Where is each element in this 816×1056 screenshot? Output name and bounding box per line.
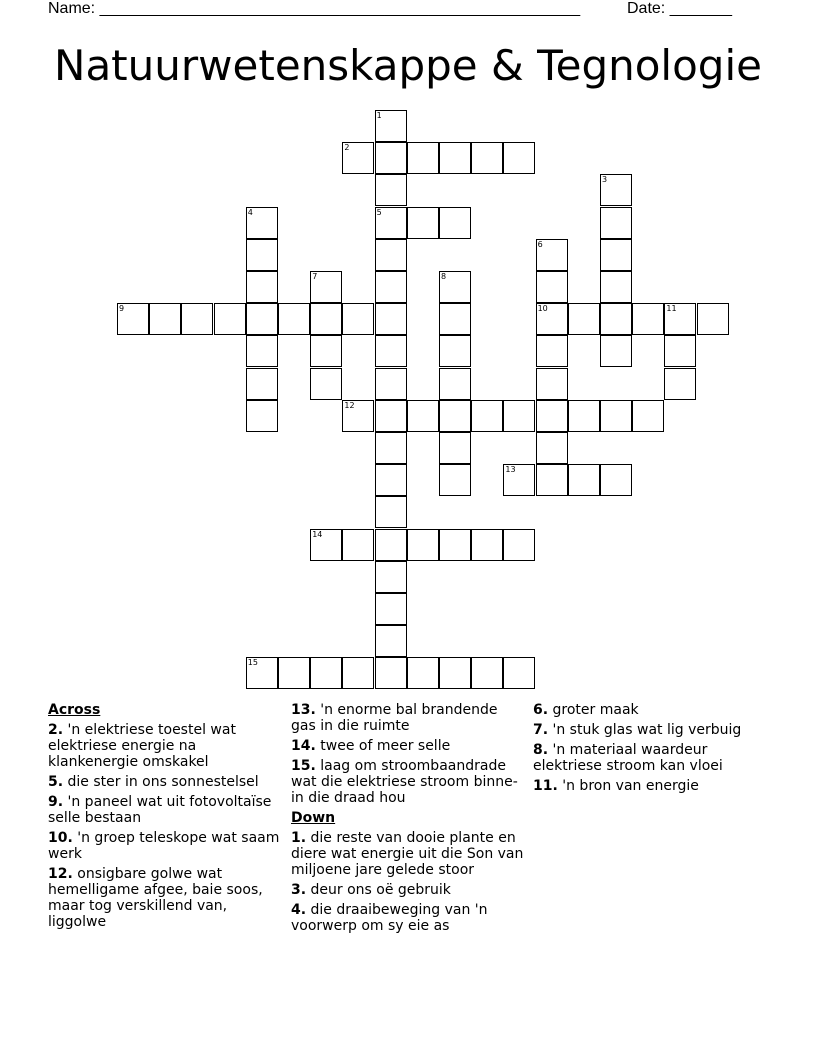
crossword-cell[interactable] [664,335,696,367]
crossword-cell[interactable] [375,400,407,432]
crossword-cell[interactable] [407,207,439,239]
clues-column-3 [533,702,773,798]
clue-number-6: 6 [537,239,543,249]
crossword-cell[interactable] [568,303,600,335]
crossword-cell[interactable] [503,142,535,174]
clue-across-5: 5. die ster in ons sonnestelsel [48,774,259,790]
crossword-cell[interactable] [536,271,568,303]
crossword-cell[interactable] [503,400,535,432]
crossword-cell[interactable] [471,657,503,689]
crossword-cell[interactable] [568,400,600,432]
clue-number-4: 4 [247,207,253,217]
crossword-cell[interactable] [246,335,278,367]
clue-across-9: 9. 'n paneel wat uit fotovoltaïse selle bestaan [48,794,272,826]
crossword-cell[interactable] [342,657,374,689]
crossword-cell[interactable] [664,368,696,400]
crossword-cell[interactable] [600,400,632,432]
crossword-cell[interactable] [536,400,568,432]
crossword-cell[interactable] [600,303,632,335]
crossword-cell[interactable] [310,657,342,689]
crossword-cell[interactable] [407,400,439,432]
across-heading: Across [48,702,101,718]
crossword-cell[interactable] [471,529,503,561]
name-field[interactable]: Name: ______________________________________________________ [48,0,581,17]
crossword-cell[interactable] [632,400,664,432]
clue-down-8: 8. 'n materiaal waardeur elektriese stroom kan vloei [533,742,723,774]
clue-number-12: 12 [344,400,355,410]
crossword-cell[interactable] [568,464,600,496]
clue-down-3: 3. deur ons oë gebruik [291,882,451,898]
crossword-cell[interactable] [471,400,503,432]
crossword-cell[interactable] [600,271,632,303]
crossword-cell[interactable] [246,400,278,432]
crossword-cell[interactable] [375,303,407,335]
crossword-cell[interactable] [536,368,568,400]
crossword-cell[interactable] [439,368,471,400]
down-heading: Down [291,810,336,826]
crossword-cell[interactable] [375,625,407,657]
clue-number-5: 5 [376,207,382,217]
crossword-cell[interactable] [600,335,632,367]
clue-across-10: 10. 'n groep teleskope wat saam werk [48,830,280,862]
crossword-cell[interactable] [375,368,407,400]
crossword-cell[interactable] [600,464,632,496]
crossword-cell[interactable] [310,335,342,367]
crossword-cell[interactable] [536,432,568,464]
clue-down-7: 7. 'n stuk glas wat lig verbuig [533,722,742,738]
crossword-cell[interactable] [278,657,310,689]
crossword-cell[interactable] [375,593,407,625]
clue-across-15: 15. laag om stroombaandrade wat die elektriese stroom binne-in die draad hou [291,758,518,806]
crossword-cell[interactable] [342,303,374,335]
crossword-cell[interactable] [375,174,407,206]
crossword-cell[interactable] [439,303,471,335]
date-field[interactable]: Date: _______ [627,0,732,17]
crossword-cell[interactable] [439,432,471,464]
clue-across-12: 12. onsigbare golwe wat hemelligame afgee, baie soos, maar tog verskillend van, liggolwe [48,866,263,930]
clues-column-2 [291,702,526,938]
crossword-cell[interactable] [439,657,471,689]
crossword-cell[interactable] [375,335,407,367]
crossword-cell[interactable] [246,271,278,303]
crossword-cell[interactable] [278,303,310,335]
crossword-cell[interactable] [310,303,342,335]
crossword-cell[interactable] [342,529,374,561]
crossword-cell[interactable] [246,239,278,271]
crossword-cell[interactable] [536,464,568,496]
page-title: Natuurwetenskappe & Tegnologie [54,41,762,90]
clue-number-8: 8 [441,272,447,281]
clue-down-4: 4. die draaibeweging van 'n voorwerp om sy eie as [291,902,488,934]
clue-down-1: 1. die reste van dooie plante en diere wat energie uit die Son van miljoene jare gelede stoor [291,830,524,878]
crossword-cell[interactable] [471,142,503,174]
clue-number-13: 13 [505,465,516,475]
crossword-cell[interactable] [214,303,246,335]
crossword-cell[interactable] [375,142,407,174]
crossword-cell[interactable] [375,496,407,528]
clue-down-6: 6. groter maak [533,702,639,718]
crossword-cell[interactable] [375,239,407,271]
clue-across-14: 14. twee of meer selle [291,738,451,754]
crossword-cell[interactable] [246,303,278,335]
crossword-cell[interactable] [439,400,471,432]
crossword-cell[interactable] [600,239,632,271]
crossword-cell[interactable] [503,529,535,561]
crossword-cell[interactable] [375,464,407,496]
crossword-cell[interactable] [149,303,181,335]
clue-number-7: 7 [312,272,318,281]
crossword-cell[interactable] [407,657,439,689]
crossword-cell[interactable] [246,368,278,400]
crossword-cell[interactable] [536,335,568,367]
crossword-cell[interactable] [407,142,439,174]
clue-number-15: 15 [247,658,258,668]
crossword-cell[interactable] [375,657,407,689]
crossword-cell[interactable] [632,303,664,335]
crossword-cell[interactable] [375,529,407,561]
crossword-cell[interactable] [375,432,407,464]
crossword-cell[interactable] [439,529,471,561]
crossword-cell[interactable] [375,271,407,303]
clue-number-14: 14 [312,529,323,539]
clue-number-2: 2 [344,143,350,153]
clues-column-1 [48,702,280,934]
clue-number-1: 1 [376,111,382,120]
crossword-cell[interactable] [503,657,535,689]
crossword-cell[interactable] [600,207,632,239]
clue-down-11: 11. 'n bron van energie [533,778,699,794]
clue-number-9: 9 [119,304,125,314]
clue-across-13: 13. 'n enorme bal brandende gas in die ruimte [291,702,498,734]
clue-number-11: 11 [666,304,677,314]
clue-number-3: 3 [602,175,608,185]
crossword-cell[interactable] [407,529,439,561]
crossword-cell[interactable] [439,207,471,239]
crossword-cell[interactable] [310,368,342,400]
crossword-cell[interactable] [181,303,213,335]
crossword-cell[interactable] [439,335,471,367]
crossword-cell[interactable] [439,142,471,174]
crossword-cell[interactable] [375,561,407,593]
clue-number-10: 10 [537,304,548,314]
clue-across-2: 2. 'n elektriese toestel wat elektriese energie na klankenergie omskakel [48,722,236,770]
crossword-cell[interactable] [697,303,729,335]
crossword-cell[interactable] [439,464,471,496]
